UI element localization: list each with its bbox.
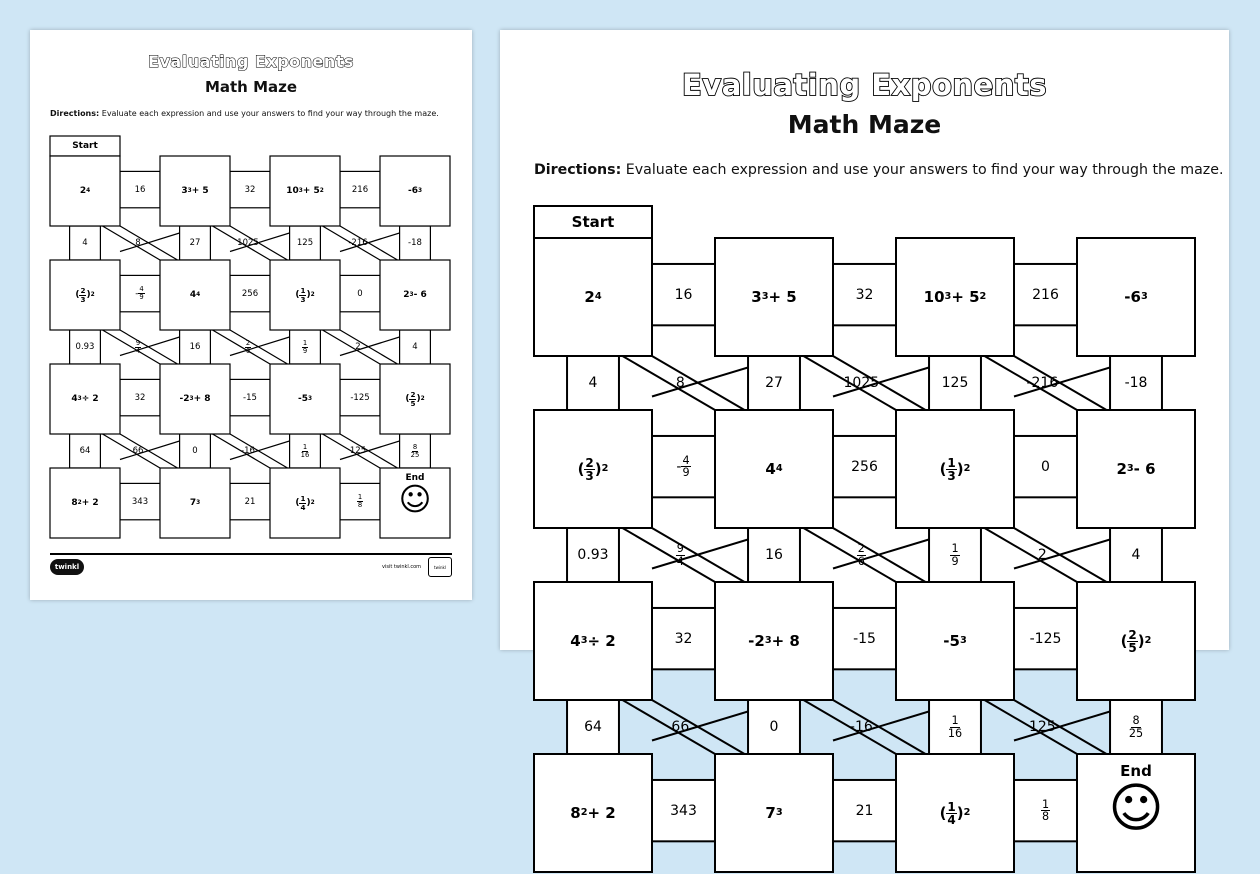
expression-cell: 7 3 [189, 498, 201, 508]
answer-label: 27 [765, 375, 783, 391]
answer-label: $\frac{8}{25}$ [1128, 714, 1144, 740]
expression-cell: 8 2 + 2 [570, 804, 616, 822]
expression-cell: 2 3 - 6 [403, 290, 427, 300]
expression-cell: ( $\frac{2}{3}$ ) 2 [75, 286, 95, 304]
expression-cell: 4 3 ÷ 2 [570, 632, 616, 650]
answer-label: 4 [588, 375, 598, 391]
expression-cell: 2 3 - 6 [1116, 460, 1156, 478]
end-cell [1077, 754, 1195, 872]
answer-label: - $\frac{4}{9}$ [676, 453, 690, 480]
answer-label: 0.93 [577, 547, 609, 563]
answer-label: 21 [855, 802, 874, 819]
answer-label: $\frac{9}{4}$ [676, 542, 684, 568]
answer-label: 256 [241, 288, 259, 299]
answer-label: 0 [1041, 458, 1050, 475]
expression-cell: ( $\frac{1}{4}$ ) 2 [939, 799, 971, 827]
answer-label: 216 [1032, 286, 1059, 303]
expression-cell: 8 2 + 2 [71, 498, 99, 508]
answer-label: 343 [670, 802, 697, 819]
expression-cell: -6 3 [407, 186, 423, 196]
smiley-icon: ☺ [398, 481, 432, 518]
answer-label: 4 [412, 342, 418, 352]
answer-label: 2 [355, 342, 361, 352]
answer-label: -216 [1026, 375, 1059, 391]
answer-label: -125 [1029, 630, 1062, 647]
answer-label: 0 [769, 719, 779, 735]
answer-label: 27 [189, 238, 201, 248]
expression-cell: ( $\frac{1}{3}$ ) 2 [939, 455, 971, 483]
directions [50, 109, 439, 118]
answer-label: $\frac{1}{16}$ [947, 714, 963, 740]
worksheet-subtitle-large: Math Maze [787, 110, 942, 139]
end-label: End [405, 472, 425, 483]
expression-cell: ( $\frac{2}{3}$ ) 2 [577, 455, 609, 483]
answer-label: -216 [348, 238, 368, 248]
answer-label: $\frac{2}{6}$ [857, 542, 865, 568]
start-label: Start [72, 141, 98, 151]
answer-label: 0.93 [75, 342, 95, 352]
answer-label: 125 [1028, 719, 1056, 735]
answer-label: 0 [192, 446, 198, 456]
worksheet-title: Evaluating Exponents [148, 52, 354, 71]
expression-cell: -2 3 + 8 [179, 394, 211, 404]
answer-label: 256 [851, 458, 878, 475]
expression-cell: -6 3 [1124, 288, 1148, 306]
answer-label: $\frac{1}{16}$ [300, 442, 310, 459]
answer-label: 64 [584, 719, 602, 735]
smiley-icon: ☺ [1108, 777, 1164, 840]
answer-label: 125 [296, 238, 314, 248]
answer-label: 32 [674, 630, 693, 647]
end-cell [380, 468, 450, 538]
answer-label: 66 [132, 446, 144, 456]
answer-label: 32 [244, 184, 256, 195]
expression-cell: -5 3 [943, 632, 967, 650]
expression-cell: ( $\frac{1}{3}$ ) 2 [295, 286, 315, 304]
expression-cell: ( $\frac{1}{4}$ ) 2 [295, 494, 315, 512]
answer-label: 343 [131, 496, 149, 507]
answer-label: 16 [765, 547, 783, 563]
answer-label: $\frac{9}{4}$ [135, 338, 141, 355]
answer-label: -15 [243, 392, 257, 403]
expression-cell: 4 3 ÷ 2 [71, 394, 99, 404]
answer-label: -125 [350, 392, 370, 403]
expression-cell: 10 3 + 5 2 [286, 186, 324, 196]
worksheet-title-large: Evaluating Exponents [681, 68, 1048, 102]
answer-label: 1025 [237, 238, 259, 248]
answer-label: 4 [82, 238, 88, 248]
maze-grid-large [534, 206, 1195, 846]
answer-label: -16 [849, 719, 873, 735]
answer-label: 125 [349, 446, 367, 456]
expression-cell: ( $\frac{2}{5}$ ) 2 [1120, 627, 1152, 655]
answer-label: 21 [244, 496, 256, 507]
directions-label-large: Directions: [534, 162, 622, 178]
answer-label: 4 [1131, 547, 1141, 563]
answer-label: $\frac{1}{9}$ [302, 338, 308, 355]
answer-label: 1025 [843, 375, 880, 391]
answer-label: 16 [189, 342, 201, 352]
footer-divider [50, 553, 452, 555]
answer-label: $\frac{1}{9}$ [951, 542, 959, 568]
answer-label: 32 [855, 286, 874, 303]
footer-url: visit twinkl.com [382, 564, 422, 570]
answer-label: 2 [1037, 547, 1047, 563]
answer-label: $\frac{1}{8}$ [357, 493, 363, 510]
answer-label: $\frac{8}{25}$ [410, 442, 420, 459]
directions-label: Directions: [50, 109, 100, 118]
answer-label: 8 [675, 375, 685, 391]
expression-cell: -2 3 + 8 [748, 632, 800, 650]
directions-text-large: Evaluate each expression and use your answers to find your way through the maze. [621, 162, 1224, 178]
expression-cell: 3 3 + 5 [181, 186, 209, 196]
expression-cell: 2 4 [79, 186, 91, 196]
answer-label: -15 [853, 630, 876, 647]
answer-label: $\frac{1}{8}$ [1041, 797, 1050, 824]
worksheet-preview-small [30, 30, 472, 600]
end-label: End [1120, 762, 1152, 781]
answer-label: -18 [1124, 375, 1148, 391]
expression-cell: 10 3 + 5 2 [923, 288, 987, 306]
expression-cell: 4 4 [189, 290, 201, 300]
start-label: Start [571, 213, 615, 231]
directions-text: Evaluate each expression and use your answers to find your way through the maze. [99, 109, 439, 118]
expression-cell: -5 3 [297, 394, 313, 404]
answer-label: 16 [134, 184, 146, 195]
answer-label: - $\frac{4}{9}$ [135, 285, 144, 302]
answer-label: 32 [134, 392, 146, 403]
answer-label: 125 [941, 375, 969, 391]
answer-label: 66 [671, 719, 690, 735]
twinkl-logo: twinkl [50, 559, 84, 575]
answer-label: 64 [79, 446, 91, 456]
footer-badge: twinkl [428, 557, 452, 577]
answer-label: 8 [135, 238, 141, 248]
expression-cell: 4 4 [765, 460, 783, 478]
answer-label: 216 [351, 184, 369, 195]
answer-label: -18 [408, 238, 422, 248]
worksheet-preview-large [500, 30, 1229, 840]
answer-label: $\frac{2}{6}$ [245, 338, 251, 355]
expression-cell: 7 3 [765, 804, 783, 822]
worksheet-subtitle: Math Maze [204, 78, 298, 96]
expression-cell: ( $\frac{2}{5}$ ) 2 [405, 390, 425, 408]
expression-cell: 3 3 + 5 [751, 288, 797, 306]
answer-label: 16 [674, 286, 693, 303]
maze-grid [50, 136, 450, 522]
answer-label: 0 [357, 288, 363, 299]
answer-label: -16 [241, 446, 255, 456]
directions-large [534, 162, 1223, 178]
expression-cell: 2 4 [584, 288, 602, 306]
